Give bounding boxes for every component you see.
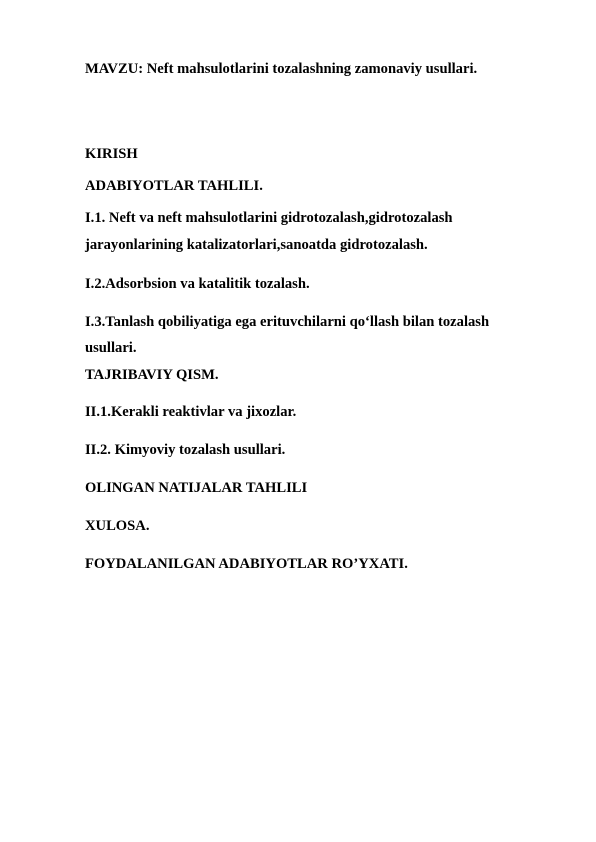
- toc-item-section-1-1-line-2: jarayonlarining katalizatorlari,sanoatda gidrotozalash.: [85, 237, 428, 253]
- toc-item-introduction: KIRISH: [85, 146, 138, 162]
- toc-item-results-analysis: OLINGAN NATIJALAR TAHLILI: [85, 480, 308, 496]
- document-title: MAVZU: Neft mahsulotlarini tozalashning zamonaviy usullari.: [85, 61, 478, 77]
- toc-item-references: FOYDALANILGAN ADABIYOTLAR RO’YXATI.: [85, 556, 408, 572]
- toc-item-experimental-part: TAJRIBAVIY QISM.: [85, 367, 219, 383]
- toc-item-section-1-3-line-1: I.3.Tanlash qobiliyatiga ega erituvchilarni qo‘llash bilan tozalash: [85, 314, 490, 330]
- toc-item-conclusion: XULOSA.: [85, 518, 150, 534]
- toc-item-section-1-3-line-2: usullari.: [85, 340, 137, 356]
- toc-item-section-1-1-line-1: I.1. Neft va neft mahsulotlarini gidrotozalash,gidrotozalash: [85, 210, 453, 226]
- toc-item-literature-review: ADABIYOTLAR TAHLILI.: [85, 178, 263, 194]
- toc-item-section-2-1: II.1.Kerakli reaktivlar va jixozlar.: [85, 404, 297, 420]
- toc-item-section-2-2: II.2. Kimyoviy tozalash usullari.: [85, 442, 286, 458]
- toc-item-section-1-2: I.2.Adsorbsion va katalitik tozalash.: [85, 276, 310, 292]
